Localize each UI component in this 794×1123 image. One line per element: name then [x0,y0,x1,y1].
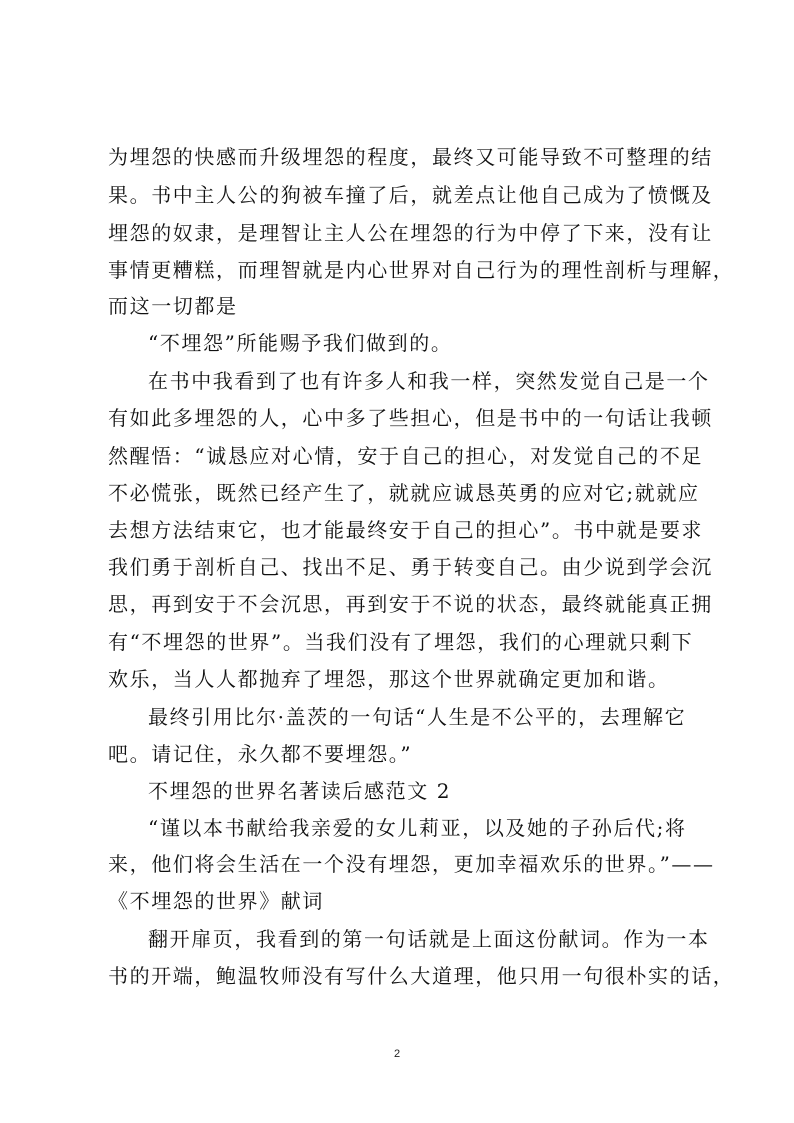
text-line: 有“不埋怨的世界”。当我们没有了埋怨，我们的心理就只剩下 [108,630,694,654]
page-number: 2 [393,1048,401,1060]
text-line: 欢乐，当人人都抛弃了埋怨，那这个世界就确定更加和谐。 [108,667,670,691]
section-heading: 不埋怨的世界名著读后感范文 2 [148,779,452,803]
text-line: “不埋怨”所能赐予我们做到的。 [148,331,453,355]
text-line: 《不埋怨的世界》献词 [108,889,324,913]
text-line: 然醒悟：“诚恳应对心情，安于自己的担心，对发觉自己的不足 [108,444,704,468]
paragraph-start: “谨以本书献给我亲爱的女儿莉亚，以及她的子孙后代;将 [148,816,687,840]
paragraph-start: 最终引用比尔·盖茨的一句话“人生是不公平的，去理解它 [148,705,687,729]
text-line: 去想方法结束它，也才能最终安于自己的担心”。书中就是要求 [108,518,704,542]
text-line: 果。书中主人公的狗被车撞了后，就差点让他自己成为了愤慨及 [108,183,713,207]
text-line: 书的开端，鲍温牧师没有写什么大道理，他只用一句很朴实的话， [108,964,735,988]
text-line: 来，他们将会生活在一个没有埋怨，更加幸福欢乐的世界。”—— [108,852,715,876]
text-line: 有如此多埋怨的人，心中多了些担心，但是书中的一句话让我顿 [108,406,713,430]
text-line: 思，再到安于不会沉思，再到安于不说的状态，最终就能真正拥 [108,592,713,616]
text-line: 而这一切都是 [108,294,238,318]
text-line: 事情更糟糕，而理智就是内心世界对自己行为的理性剖析与理解， [108,258,735,282]
text-line: 埋怨的奴隶，是理智让主人公在埋怨的行为中停了下来，没有让 [108,221,713,245]
text-line: 为埋怨的快感而升级埋怨的程度，最终又可能导致不可整理的结 [108,145,713,169]
text-line: 我们勇于剖析自己、找出不足、勇于转变自己。由少说到学会沉 [108,555,713,579]
paragraph-start: 翻开扉页，我看到的第一句话就是上面这份献词。作为一本 [148,927,710,951]
text-line: 不必慌张，既然已经产生了，就就应诚恳英勇的应对它;就就应 [108,481,700,505]
paragraph-start: 在书中我看到了也有许多人和我一样，突然发觉自己是一个 [148,369,710,393]
text-line: 吧。请记住，永久都不要埋怨。” [108,742,413,766]
